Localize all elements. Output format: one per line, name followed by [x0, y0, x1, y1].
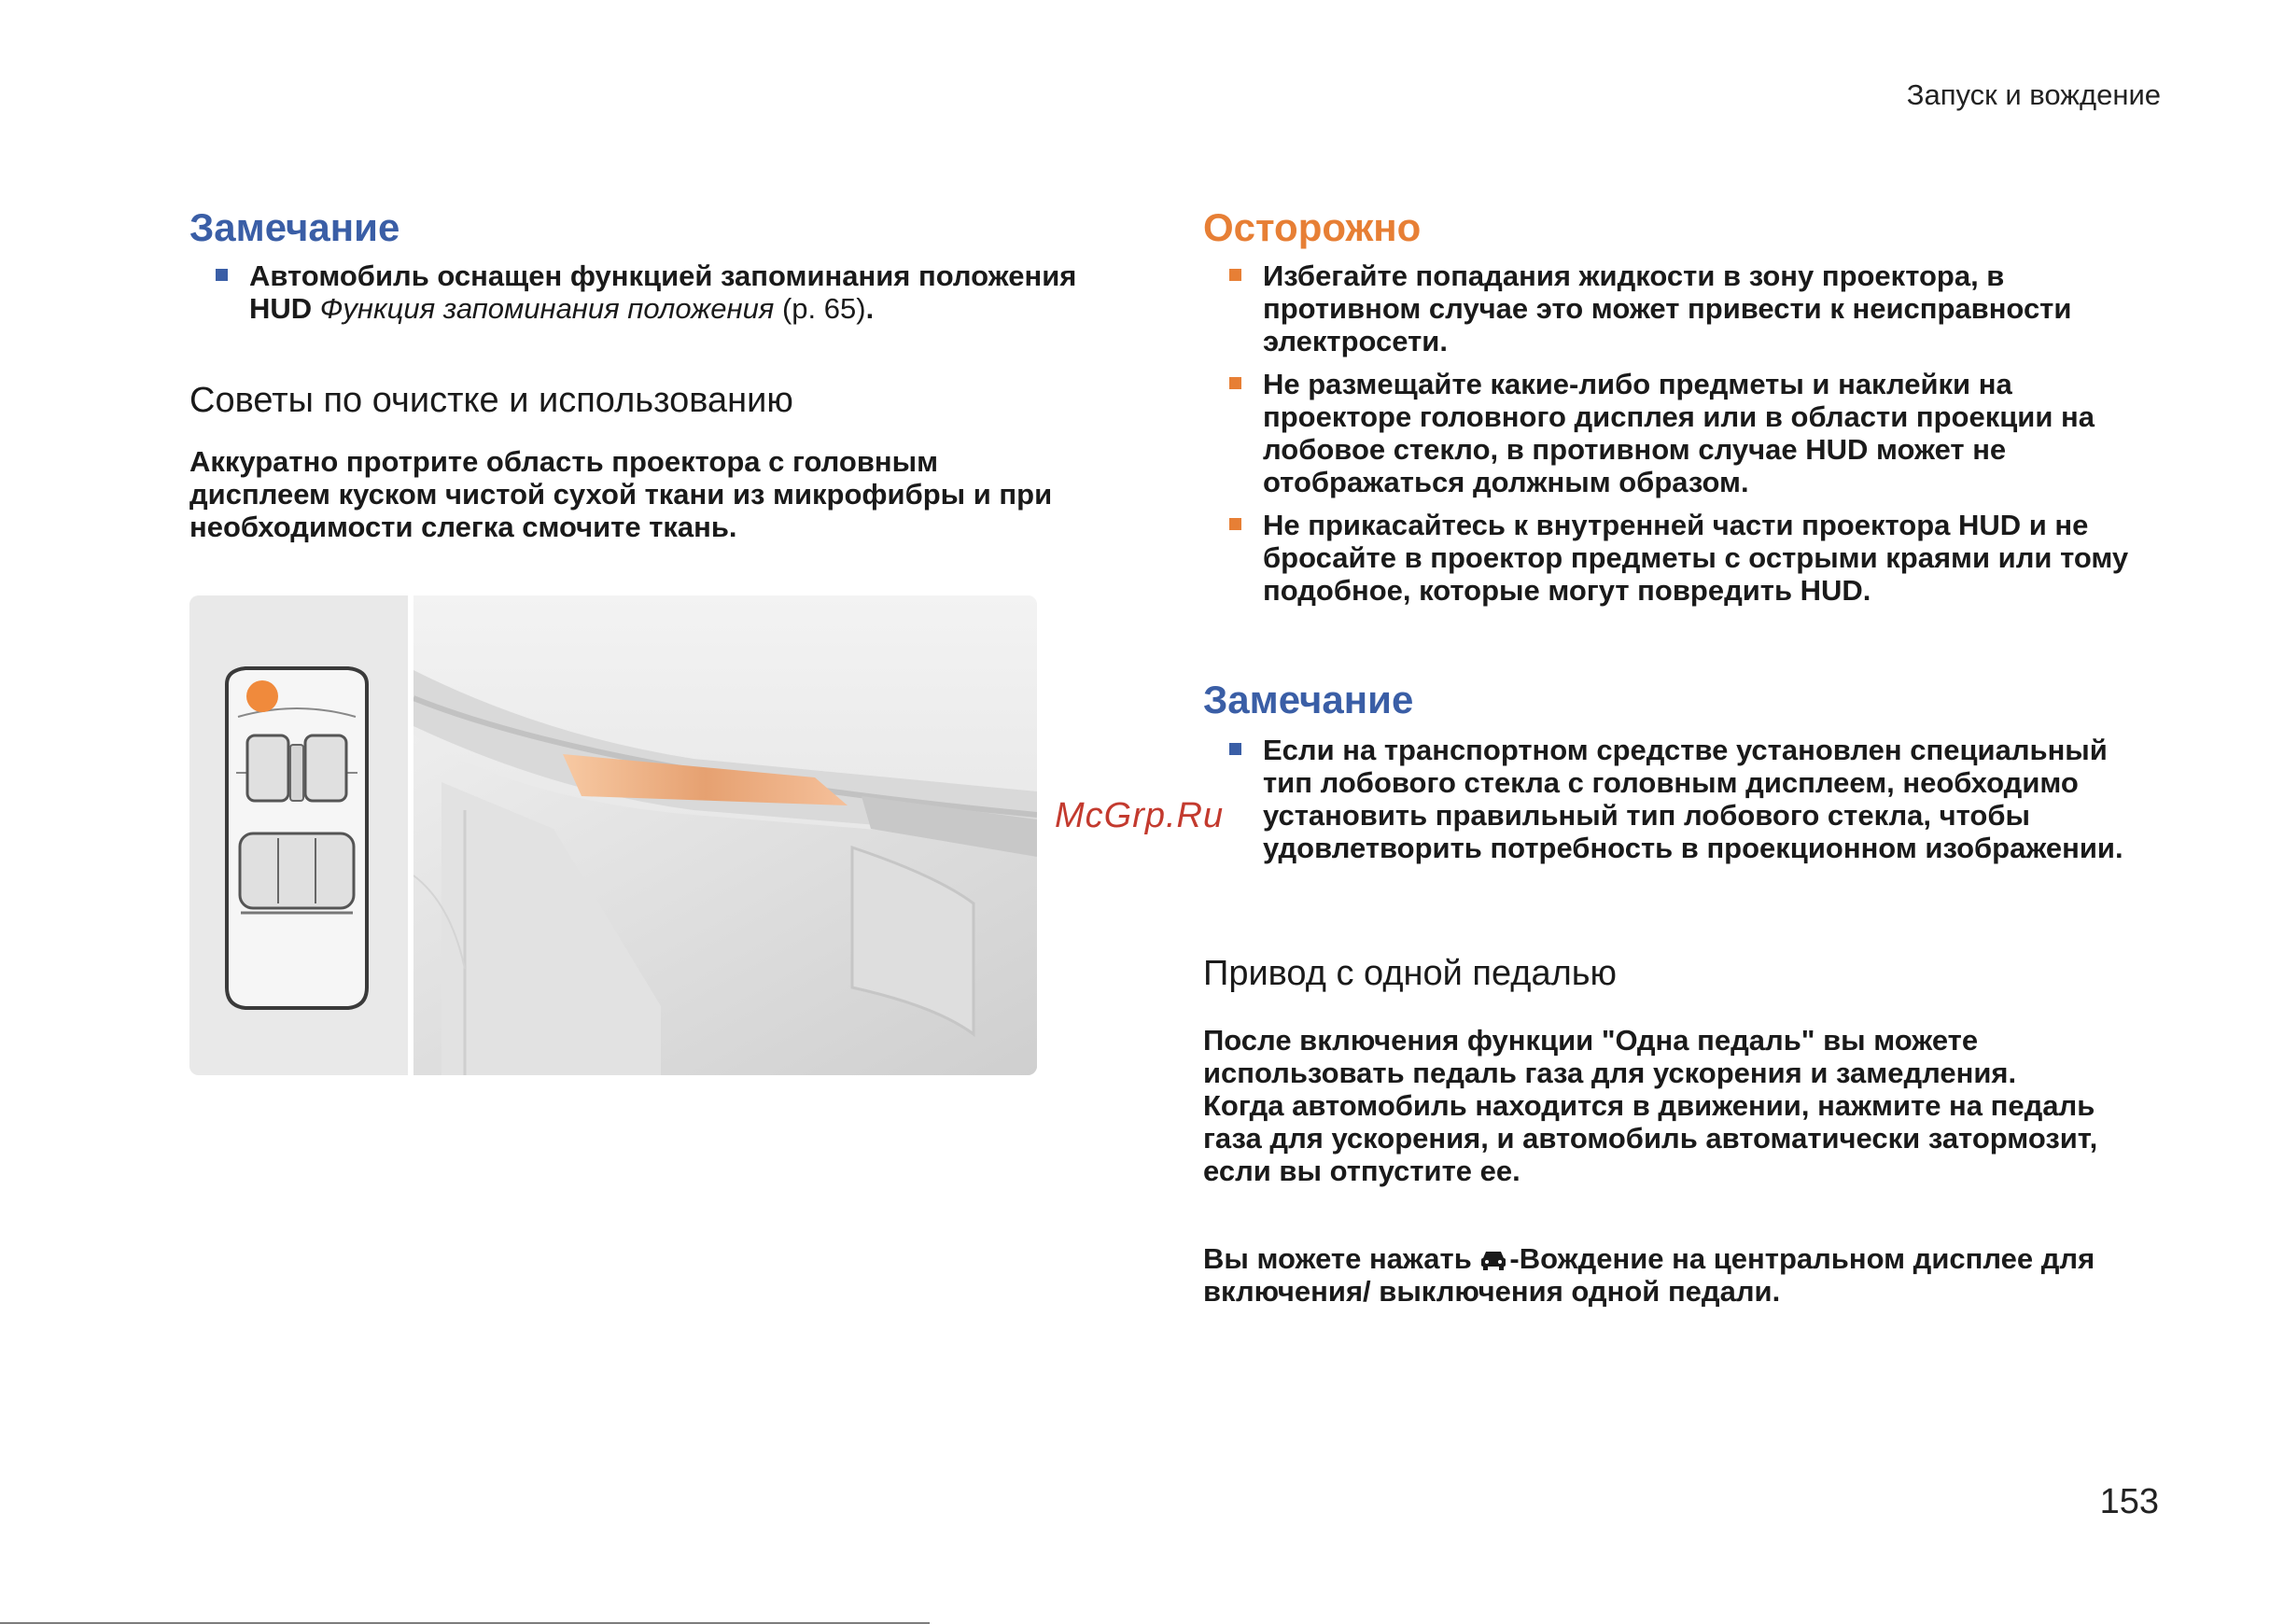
car-topview-icon: [189, 595, 408, 1075]
page-number: 153: [2099, 1482, 2159, 1521]
caution-list: [1203, 259, 2137, 617]
caution-heading: Осторожно: [1203, 205, 1422, 249]
header-title: Запуск и вождение: [1906, 78, 2161, 111]
note-text-end: .: [865, 292, 875, 325]
page-ref[interactable]: (p. 65): [774, 292, 866, 325]
list-item: Не прикасайтесь к внутренней части проектора HUD и не бросайте в проектор предметы с острыми краями или тому подобное, которые могут повредить HUD.: [1203, 509, 2137, 607]
list-item: [189, 259, 1086, 325]
bullet-square-icon: [216, 269, 228, 281]
one-pedal-text-2: Вы можете нажать -Вождение на центральном дисплее для включения/ выключения одной педали.: [1203, 1242, 2095, 1308]
hud-figure: [189, 595, 1037, 1075]
bullet-square-icon: [1229, 269, 1241, 281]
list-item: Не размещайте какие-либо предметы и наклейки на проекторе головного дисплея или в области проекции на лобовое стекло, в противном случае HUD может не отображаться должным образом.: [1203, 368, 2137, 498]
list-item: Избегайте попадания жидкости в зону проектора, в противном случае это может привести к неисправности электросети.: [1203, 259, 2137, 357]
one-pedal-heading: Привод с одной педалью: [1203, 954, 1618, 993]
car-drive-icon: [1479, 1249, 1507, 1271]
note-text: Автомобиль оснащен функцией запоминания положения HUD: [249, 259, 1077, 325]
car-topview-panel: [189, 595, 408, 1075]
note-heading: Замечание: [189, 205, 400, 249]
cleaning-heading: Советы по очистке и использованию: [189, 381, 793, 420]
memory-function-link[interactable]: Функция запоминания положения: [319, 292, 775, 325]
dashboard-hud-projector-icon: [413, 595, 1037, 1075]
bullet-square-icon: [1229, 743, 1241, 755]
note2-list: [1203, 734, 2137, 875]
note2-heading: Замечание: [1203, 678, 1414, 721]
one-pedal-text: После включения функции "Одна педаль" вы можете использовать педаль газа для ускорения и замедления. Когда автомобиль находится в движении, нажмите на педаль газа для ускорения, и автомобиль автоматически затормозит, если вы отпустите ее.: [1203, 1024, 2098, 1187]
bullet-square-icon: [1229, 518, 1241, 530]
dashboard-illustration: [413, 595, 1037, 1075]
note-list: [189, 259, 1086, 335]
cleaning-text: Аккуратно протрите область проектора с головным дисплеем куском чистой сухой ткани из микрофибры и при необходимости слегка смочите ткань.: [189, 445, 1053, 543]
list-item: Если на транспортном средстве установлен специальный тип лобового стекла с головным дисплеем, необходимо установить правильный тип лобового стекла, чтобы удовлетворить потребность в проекционном изображении.: [1203, 734, 2137, 864]
watermark: McGrp.Ru: [1055, 796, 1225, 835]
bullet-square-icon: [1229, 377, 1241, 389]
